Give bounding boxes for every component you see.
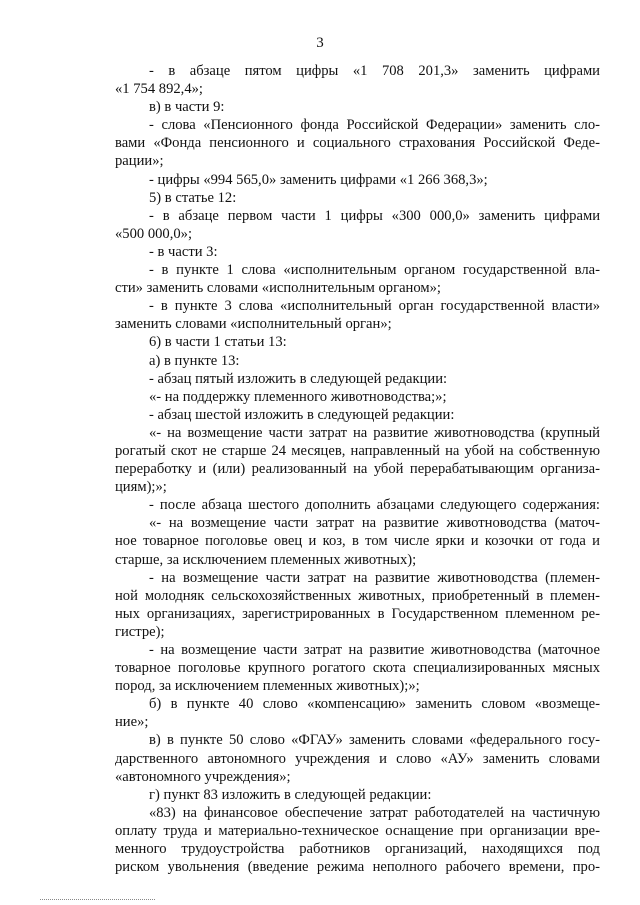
text-line: в) в пункте 50 слово «ФГАУ» заменить словами «федерального госу- [149, 732, 600, 749]
text-line: ное товарное поголовье овец и коз, в том числе ярки и козочки от года и [115, 533, 600, 550]
text-line: «500 000,0»; [115, 225, 193, 242]
text-line: - в абзаце пятом цифры «1 708 201,3» заменить цифрами [149, 63, 600, 79]
text-line: в) в части 9: [149, 99, 225, 116]
text-line: «автономного учреждения»; [115, 768, 291, 785]
body-text [115, 62, 600, 876]
text-line: б) в пункте 40 слово «компенсацию» заменить словом «возмеще- [149, 696, 600, 713]
text-line: - на возмещение части затрат на развитие животноводства (маточное [149, 642, 600, 658]
text-line: гистре); [115, 623, 165, 640]
text-line: «1 754 892,4»; [115, 81, 203, 98]
text-line: - абзац пятый изложить в следующей редакции: [149, 370, 448, 387]
text-line: г) пункт 83 изложить в следующей редакции: [149, 786, 432, 803]
text-line: вами «Фонда пенсионного и социального страхования Российской Феде- [115, 135, 600, 152]
text-line: - на возмещение части затрат на развитие животноводства (племен- [149, 569, 600, 586]
text-line: 6) в части 1 статьи 13: [149, 334, 287, 351]
text-line: ных организациях, зарегистрированных в Государственном племенном ре- [115, 605, 600, 622]
text-line: пород, за исключением племенных животных);»; [115, 678, 420, 695]
text-line: - в абзаце первом части 1 цифры «300 000,0» заменить цифрами [149, 207, 600, 224]
text-line: сти» заменить словами «исполнительным органом»; [115, 280, 441, 297]
text-line: - цифры «994 565,0» заменить цифрами «1 266 368,3»; [149, 171, 488, 188]
text-line: 5) в статье 12: [149, 189, 237, 206]
text-line: риском увольнения (введение режима неполного рабочего времени, про- [115, 859, 600, 876]
text-line: «- на поддержку племенного животноводства;»; [149, 388, 447, 405]
text-line: «83) на финансовое обеспечение затрат работодателей на частичную [149, 804, 600, 821]
text-line: старше, за исключением племенных животных); [115, 551, 417, 568]
text-line: «- на возмещение части затрат на развитие животноводства (крупный [149, 424, 600, 441]
text-line: - абзац шестой изложить в следующей редакции: [149, 406, 455, 423]
text-line: ние»; [115, 714, 149, 731]
text-line: заменить словами «исполнительный орган»; [115, 316, 392, 333]
text-line: товарное поголовье крупного рогатого скота специализированных мясных [115, 660, 600, 677]
text-line: рогатый скот не старше 24 месяцев, направленный на убой на собственную [115, 442, 600, 459]
text-line: - в части 3: [149, 243, 218, 260]
page-number: 3 [316, 35, 324, 51]
footer-separator [40, 899, 155, 900]
text-line: циям);»; [115, 479, 167, 496]
text-line: - в пункте 3 слова «исполнительный орган государственной власти» [149, 298, 600, 315]
text-line: «- на возмещение части затрат на развитие животноводства (маточ- [149, 515, 600, 532]
text-line: менного трудоустройства работников организаций, находящихся под [115, 841, 600, 858]
text-line: - слова «Пенсионного фонда Российской Федерации» заменить сло- [149, 117, 600, 134]
text-line: оплату труда и материально-техническое оснащение при организации вре- [115, 822, 600, 839]
text-line: ной молодняк сельскохозяйственных животных, приобретенный в племен- [115, 587, 600, 604]
text-line: - после абзаца шестого дополнить абзацами следующего содержания: [149, 497, 600, 514]
text-line: - в пункте 1 слова «исполнительным органом государственной вла- [149, 262, 600, 279]
text-line: а) в пункте 13: [149, 352, 240, 369]
text-line: дарственного автономного учреждения и слово «АУ» заменить словами [115, 750, 600, 767]
text-line: переработку и (или) реализованный на убой перерабатывающим организа- [115, 461, 600, 478]
text-line: рации»; [115, 153, 164, 170]
